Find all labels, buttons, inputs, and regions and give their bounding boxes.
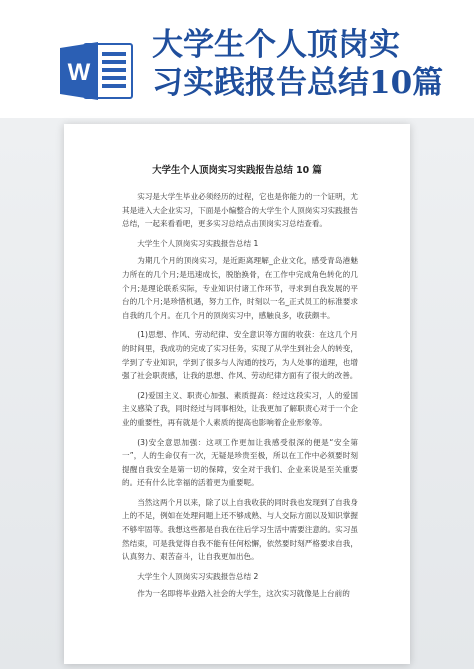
- paragraph-5: 当然这两个月以来，除了以上自我收获的同时我也发现到了自我身上的不足，例如在处理问题上还不够成熟、与人交际方面以及知识掌握不够牢固等。我想这些都是自我在往后学习生活中需要注意的。实习虽然结束，可是我觉得自我不能有任何松懈，依然要时刻严格要求自我，认真努力、艰苦奋斗，让自我更加出色。: [122, 497, 358, 562]
- paragraph-3: (2)爱国主义、职责心加强、素质提高：经过这段实习，人的爱国主义感染了我，同时经过与同事相处，让我更加了解职责心对于一个企业的重要性，再有就是个人素质的提高也影响着企业形象等。: [122, 390, 358, 427]
- paragraph-4: (3)安全意思加强：这项工作更加让我感受很深的便是“安全第一”，人的生命仅有一次，无疑是珍贵至极，所以在工作中必须要时刻提醒自我安全是第一切的保障，安全对于我们、企业来说是至关重要的。还有什么比幸福的活着更为重要呢。: [122, 437, 358, 488]
- paragraph-1: 为期几个月的顶岗实习，是近距离理解_企业文化，感受青岛港魅力所在的几个月;是迅速成长，脱胎换骨，在工作中完成角色转化的几个月;是理论联系实际，专业知识付诸工作环节，寻求到自我发展的平台的几个月;是珍惜机遇，努力工作，时刻以一名_正式员工的标准要求自我的几个月。在几个月的顶岗实习中，感触良多，收获颇丰。: [122, 256, 358, 320]
- banner-title: [152, 26, 452, 102]
- section-heading-2: 大学生个人顶岗实习实践报告总结 2: [137, 571, 259, 581]
- header-banner: [0, 0, 474, 118]
- banner-title-line-2: 习实践报告总结10篇: [152, 65, 444, 101]
- document-body: [122, 190, 358, 607]
- paragraph-6: 作为一名即将毕业踏入社会的大学生，这次实习就像是上台前的: [137, 589, 350, 599]
- word-document-icon: [58, 40, 136, 102]
- document-page: [64, 124, 410, 664]
- paragraph-2: (1)思想、作风、劳动纪律、安全意识等方面的收获：在这几个月的时间里，我成功的完成了实习任务，实现了从学生到社会人的转变，学到了专业知识，学到了很多与人沟通的技巧，为人处事的道理，也增强了社会职责感，让我的思想、作风、劳动纪律方面有了很大的改善。: [122, 330, 358, 381]
- svg-text:W: W: [67, 59, 91, 86]
- banner-title-line-1: 大学生个人顶岗实: [152, 27, 400, 63]
- document-title: 大学生个人顶岗实习实践报告总结 10 篇: [152, 165, 322, 176]
- paragraph-intro: 实习是大学生毕业必须经历的过程，它也是你能力的一个证明，尤其是进入大企业实习，下面是小编整合的大学生个人顶岗实习实践报告总结，一起来看看吧，更多实习总结点击顶岗实习总结查看。: [122, 192, 358, 229]
- section-heading-1: 大学生个人顶岗实习实践报告总结 1: [137, 238, 259, 248]
